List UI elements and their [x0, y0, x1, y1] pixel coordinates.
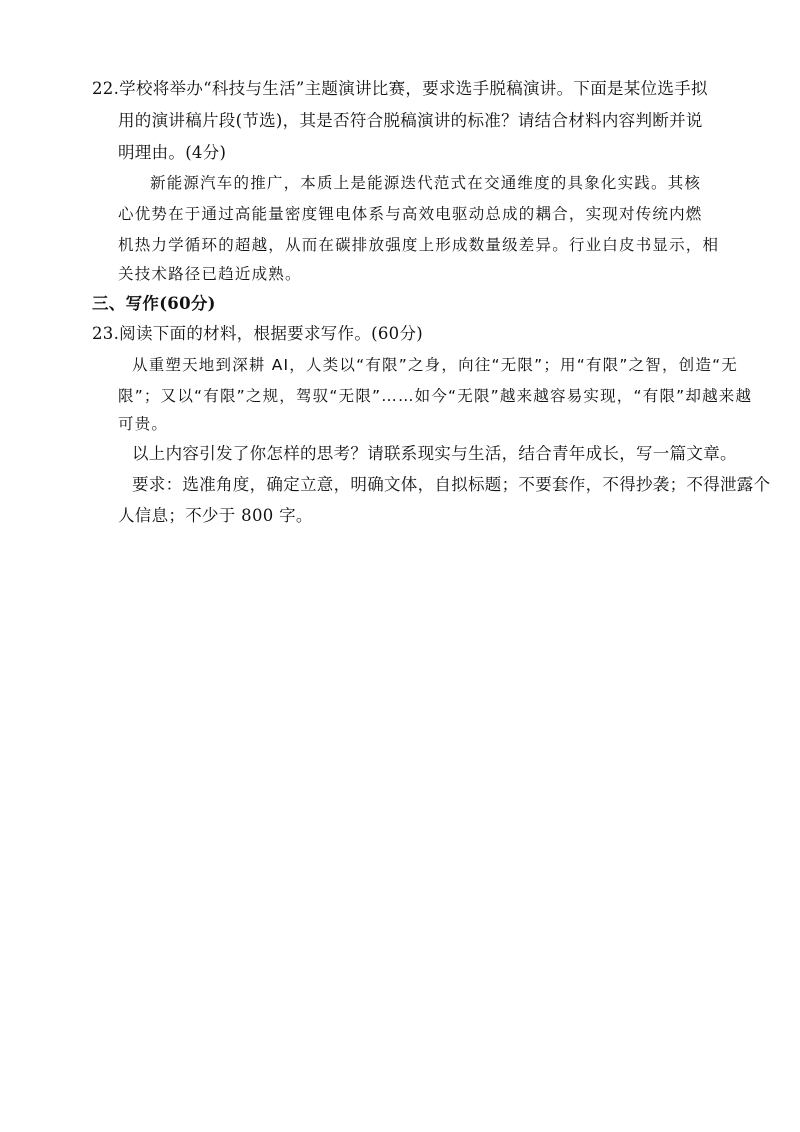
question-22-line-3: 明理由。(4分) [118, 143, 227, 162]
material-line-1: 从重塑天地到深耕 AI，人类以“有限”之身，向往“无限”；用“有限”之智，创造“无 [132, 356, 739, 374]
writing-prompt: 以上内容引发了你怎样的思考？请联系现实与生活，结合青年成长，写一篇文章。 [132, 444, 737, 463]
speech-passage-line-3: 机热力学循环的超越，从而在碳排放强度上形成数量级差异。行业白皮书显示，相 [118, 236, 720, 254]
speech-passage-line-4: 关技术路径已趋近成熟。 [118, 265, 302, 283]
requirements-line-2: 人信息；不少于 800 字。 [118, 506, 313, 525]
speech-passage-line-1: 新能源汽车的推广，本质上是能源迭代范式在交通维度的具象化实践。其核 [150, 174, 702, 192]
question-23-line-1: 23.阅读下面的材料，根据要求写作。(60分) [92, 324, 424, 343]
material-line-2: 限”；又以“有限”之规，驾驭“无限”……如今“无限”越来越容易实现，“有限”却越来越 [118, 387, 753, 405]
material-line-3: 可贵。 [118, 415, 169, 433]
section-heading-writing: 三、写作(60分) [92, 294, 216, 313]
requirements-line-1: 要求：选准角度，确定立意，明确文体，自拟标题；不要套作，不得抄袭；不得泄露个 [132, 475, 771, 494]
speech-passage-line-2: 心优势在于通过高能量密度锂电体系与高效电驱动总成的耦合，实现对传统内燃 [118, 205, 703, 223]
question-22-line-1: 22.学校将举办“科技与生活”主题演讲比赛，要求选手脱稿演讲。下面是某位选手拟 [92, 79, 708, 98]
question-22-line-2: 用的演讲稿片段(节选)，其是否符合脱稿演讲的标准？请结合材料内容判断并说 [118, 111, 703, 130]
